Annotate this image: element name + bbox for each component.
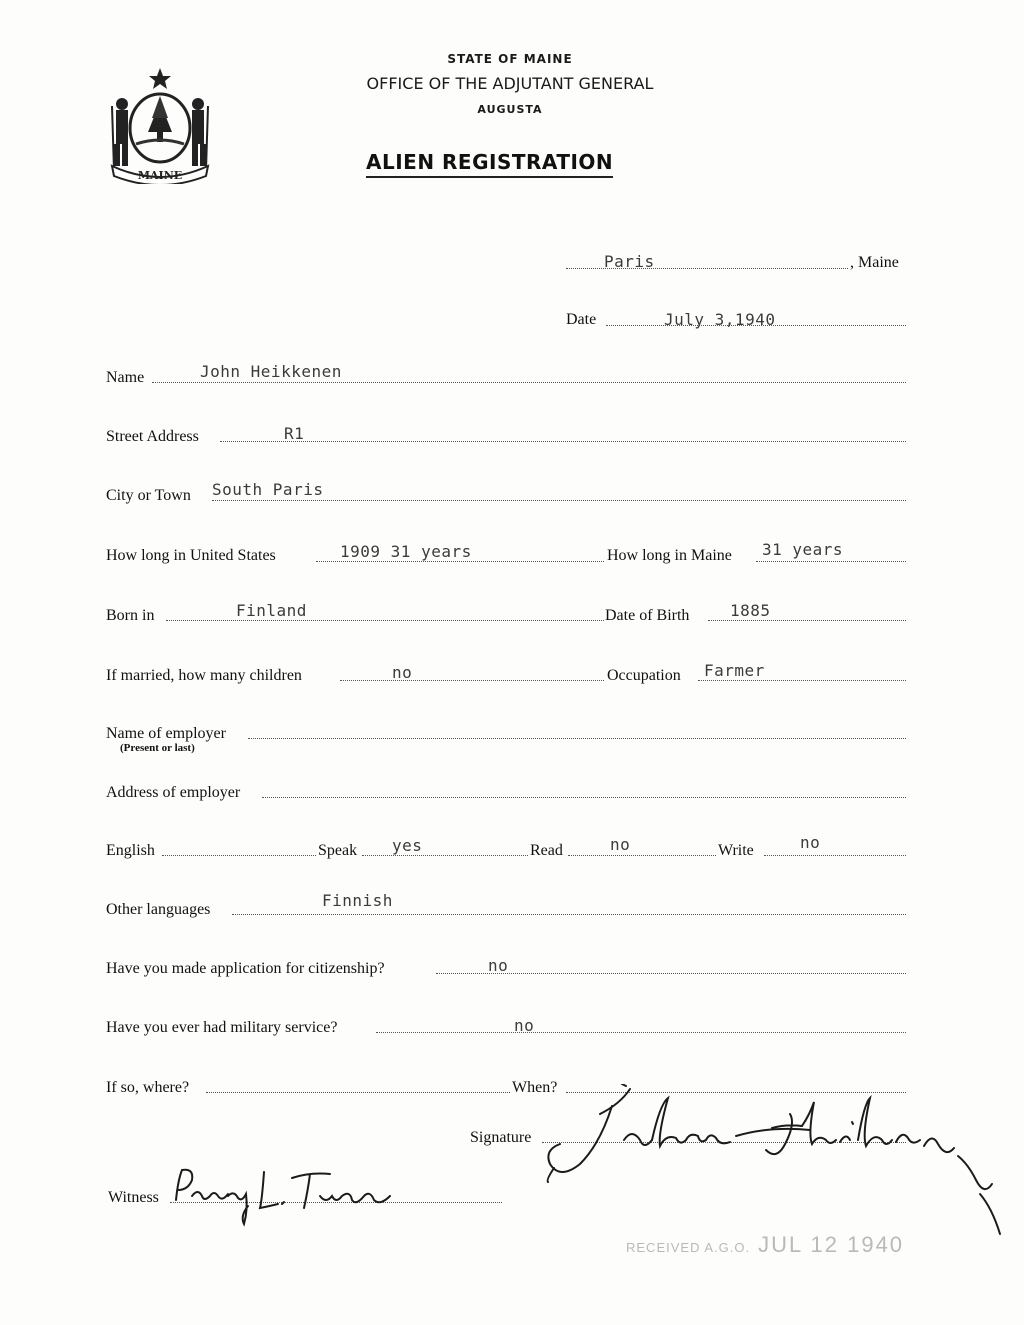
applicant-signature xyxy=(540,1084,1010,1244)
state-heading: STATE OF MAINE xyxy=(447,52,573,66)
occupation-label: Occupation xyxy=(607,667,681,684)
office-heading: OFFICE OF THE ADJUTANT GENERAL xyxy=(366,74,654,93)
received-stamp-prefix: RECEIVED A.G.O. xyxy=(626,1240,751,1255)
city-value: South Paris xyxy=(212,480,324,499)
form-title: ALIEN REGISTRATION xyxy=(366,150,613,178)
employer-name-label: Name of employer xyxy=(106,725,226,742)
street-label: Street Address xyxy=(106,428,199,445)
military-label: Have you ever had military service? xyxy=(106,1019,338,1036)
speak-line xyxy=(362,855,528,856)
children-label: If married, how many children xyxy=(106,667,302,684)
dob-line xyxy=(708,620,906,621)
children-value: no xyxy=(392,663,413,682)
received-stamp-date: JUL 12 1940 xyxy=(758,1232,905,1257)
citizenship-value: no xyxy=(488,956,509,975)
occupation-value: Farmer xyxy=(704,661,765,680)
speak-value: yes xyxy=(392,836,423,855)
town-value: Paris xyxy=(604,252,655,271)
maine-state-seal xyxy=(108,66,212,184)
when-label: When? xyxy=(512,1079,558,1096)
name-label: Name xyxy=(106,369,145,386)
occupation-line xyxy=(698,680,906,681)
write-line xyxy=(764,855,906,856)
where-label: If so, where? xyxy=(106,1079,190,1096)
city-line xyxy=(212,500,906,501)
maine-duration-line xyxy=(756,561,906,562)
maine-duration-value: 31 years xyxy=(762,540,844,559)
received-stamp xyxy=(626,1232,904,1258)
street-value: R1 xyxy=(284,424,305,443)
children-line xyxy=(340,680,604,681)
read-line xyxy=(568,855,716,856)
signature-label: Signature xyxy=(470,1129,532,1146)
us-duration-line xyxy=(316,561,604,562)
city-heading: AUGUSTA xyxy=(477,103,543,116)
employer-address-label: Address of employer xyxy=(106,784,241,801)
read-label: Read xyxy=(530,842,563,859)
employer-name-line xyxy=(248,738,906,739)
seal-scroll-text: MAINE xyxy=(137,169,183,182)
write-label: Write xyxy=(718,842,754,859)
other-languages-label: Other languages xyxy=(106,901,211,918)
city-label: City or Town xyxy=(106,487,191,504)
other-languages-value: Finnish xyxy=(322,891,393,910)
military-value: no xyxy=(514,1016,535,1035)
date-value: July 3,1940 xyxy=(664,310,776,329)
us-duration-value: 1909 31 years xyxy=(340,542,472,561)
military-line xyxy=(376,1032,906,1033)
name-value: John Heikkenen xyxy=(200,362,342,381)
write-value: no xyxy=(800,833,821,852)
dob-value: 1885 xyxy=(730,601,771,620)
read-value: no xyxy=(610,835,631,854)
witness-signature xyxy=(170,1160,410,1230)
born-in-line xyxy=(166,620,604,621)
speak-label: Speak xyxy=(318,842,358,859)
witness-label: Witness xyxy=(108,1189,159,1206)
english-label: English xyxy=(106,842,155,859)
date-label: Date xyxy=(566,311,597,328)
employer-address-line xyxy=(262,797,906,798)
name-line xyxy=(152,382,906,383)
born-in-value: Finland xyxy=(236,601,307,620)
where-line xyxy=(206,1092,510,1093)
maine-suffix: , Maine xyxy=(850,254,899,271)
born-in-label: Born in xyxy=(106,607,155,624)
citizenship-label: Have you made application for citizenship? xyxy=(106,960,385,977)
english-line xyxy=(162,855,316,856)
us-duration-label: How long in United States xyxy=(106,547,276,564)
other-languages-line xyxy=(232,914,906,915)
maine-duration-label: How long in Maine xyxy=(607,547,732,564)
street-line xyxy=(220,441,906,442)
dob-label: Date of Birth xyxy=(605,607,690,624)
employer-name-sublabel: (Present or last) xyxy=(120,742,195,754)
